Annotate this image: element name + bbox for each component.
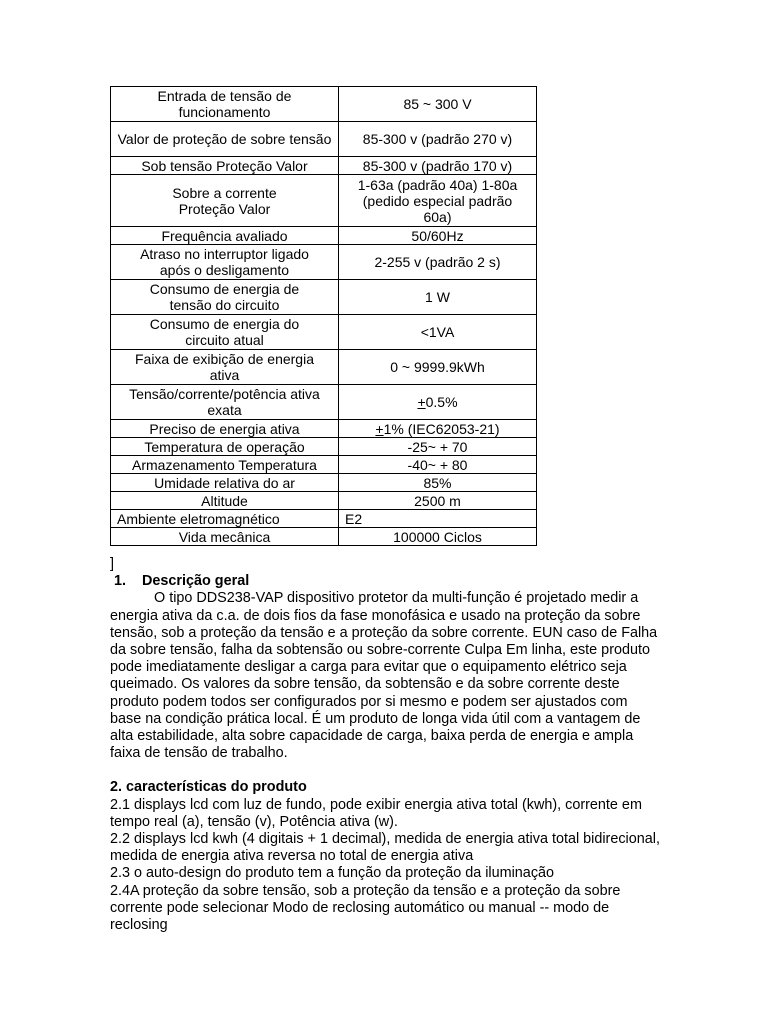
spec-value: 0 ~ 9999.9kWh [339, 350, 537, 385]
spec-label: Faixa de exibição de energia ativa [111, 350, 339, 385]
table-row [111, 510, 537, 528]
table-row [111, 438, 537, 456]
spec-value: -40~ + 80 [339, 456, 537, 474]
spec-value: 1-63a (padrão 40a) 1-80a (pedido especial padrão 60a) [339, 175, 537, 227]
spec-label: Consumo de energia de tensão do circuito [111, 280, 339, 315]
spec-value-text: 1% (IEC62053-21) [383, 420, 500, 437]
spec-value: 100000 Ciclos [339, 528, 537, 546]
spec-label: Vida mecânica [111, 528, 339, 546]
table-row [111, 87, 537, 122]
spec-label: Valor de proteção de sobre tensão [111, 122, 339, 157]
spec-label: Frequência avaliado [111, 227, 339, 245]
table-row [111, 245, 537, 280]
table-row [111, 385, 537, 420]
spec-value: 85-300 v (padrão 170 v) [339, 157, 537, 175]
spec-value: 85 ~ 300 V [339, 87, 537, 122]
paragraph-gap [110, 762, 660, 779]
spec-label: Altitude [111, 492, 339, 510]
spec-label: Tensão/corrente/potência ativa exata [111, 385, 339, 420]
spec-value [339, 420, 537, 438]
spec-label: Armazenamento Temperatura [111, 456, 339, 474]
table-row [111, 175, 537, 227]
section-1-paragraph: O tipo DDS238-VAP dispositivo protetor da multi-função é projetado medir a energia ativa da c.a. de dois fios da fase monofásica e usado na proteção da sobre tensão, sob a proteção da tensão e a proteção da sobre corrente. EUN caso de Falha da sobre tensão, falha da sobtensão ou sobre-corrente Culpa Em linha, este produto pode imediatamente desligar a carga para evitar que o equipamento elétrico seja queimado. Os valores da sobre tensão, da sobtensão e da sobre corrente deste produto podem todos ser configurados por si mesmo e podem ser ajustados com base na condição prática local. É um produto de longa vida útil com a vantagem de alta estabilidade, alta sobre capacidade de carga, baixa perda de energia e ampla faixa de tensão de trabalho. [110, 590, 658, 762]
section-number: 1. [114, 573, 127, 590]
section-1-heading [110, 573, 660, 590]
table-row [111, 456, 537, 474]
feature-item: 2.2 displays lcd kwh (4 digitais + 1 decimal), medida de energia ativa total bidirecional, medida de energia ativa reversa no total de energia ativa [110, 831, 660, 865]
table-row [111, 420, 537, 438]
table-row [111, 315, 537, 350]
stray-bracket: ] [110, 556, 114, 572]
spec-label: Sobre a corrente Proteção Valor [111, 175, 339, 227]
spec-value: <1VA [339, 315, 537, 350]
spec-value-text: 0.5% [425, 394, 458, 410]
spec-label: Sob tensão Proteção Valor [111, 157, 339, 175]
table-row [111, 492, 537, 510]
spec-label: Atraso no interruptor ligado após o desligamento [111, 245, 339, 280]
table-row [111, 528, 537, 546]
spec-table [110, 86, 537, 546]
spec-value [339, 385, 537, 420]
spec-label: Temperatura de operação [111, 438, 339, 456]
plus-minus-sign: + [417, 394, 426, 410]
feature-item: 2.3 o auto-design do produto tem a função da proteção da iluminação [110, 865, 555, 882]
plus-minus-sign: + [375, 420, 384, 437]
spec-value: -25~ + 70 [339, 438, 537, 456]
feature-item: 2.4A proteção da sobre tensão, sob a proteção da tensão e a proteção da sobre corrente pode selecionar Modo de reclosing automático ou manual -- modo de reclosing [110, 882, 621, 934]
spec-value: 1 W [339, 280, 537, 315]
feature-item: 2.1 displays lcd com luz de fundo, pode exibir energia ativa total (kwh), corrente em tempo real (a), tensão (v), Potência ativa (w). [110, 796, 642, 830]
section-title: Descrição geral [142, 573, 250, 590]
spec-value: 50/60Hz [339, 227, 537, 245]
spec-value: 85-300 v (padrão 270 v) [339, 122, 537, 157]
table-row [111, 280, 537, 315]
spec-value: 2-255 v (padrão 2 s) [339, 245, 537, 280]
spec-value: 85% [339, 474, 537, 492]
table-row [111, 157, 537, 175]
spec-label: Umidade relativa do ar [111, 474, 339, 492]
spec-label: Ambiente eletromagnético [111, 510, 339, 528]
section-2-heading: 2. características do produto [110, 779, 307, 796]
spec-value: 2500 m [339, 492, 537, 510]
spec-label: Consumo de energia do circuito atual [111, 315, 339, 350]
spec-label: Entrada de tensão de funcionamento [111, 87, 339, 122]
table-row [111, 122, 537, 157]
spec-value: E2 [339, 510, 537, 528]
spec-label: Preciso de energia ativa [111, 420, 339, 438]
table-row [111, 474, 537, 492]
document-body [110, 556, 660, 934]
table-row [111, 227, 537, 245]
table-row [111, 350, 537, 385]
